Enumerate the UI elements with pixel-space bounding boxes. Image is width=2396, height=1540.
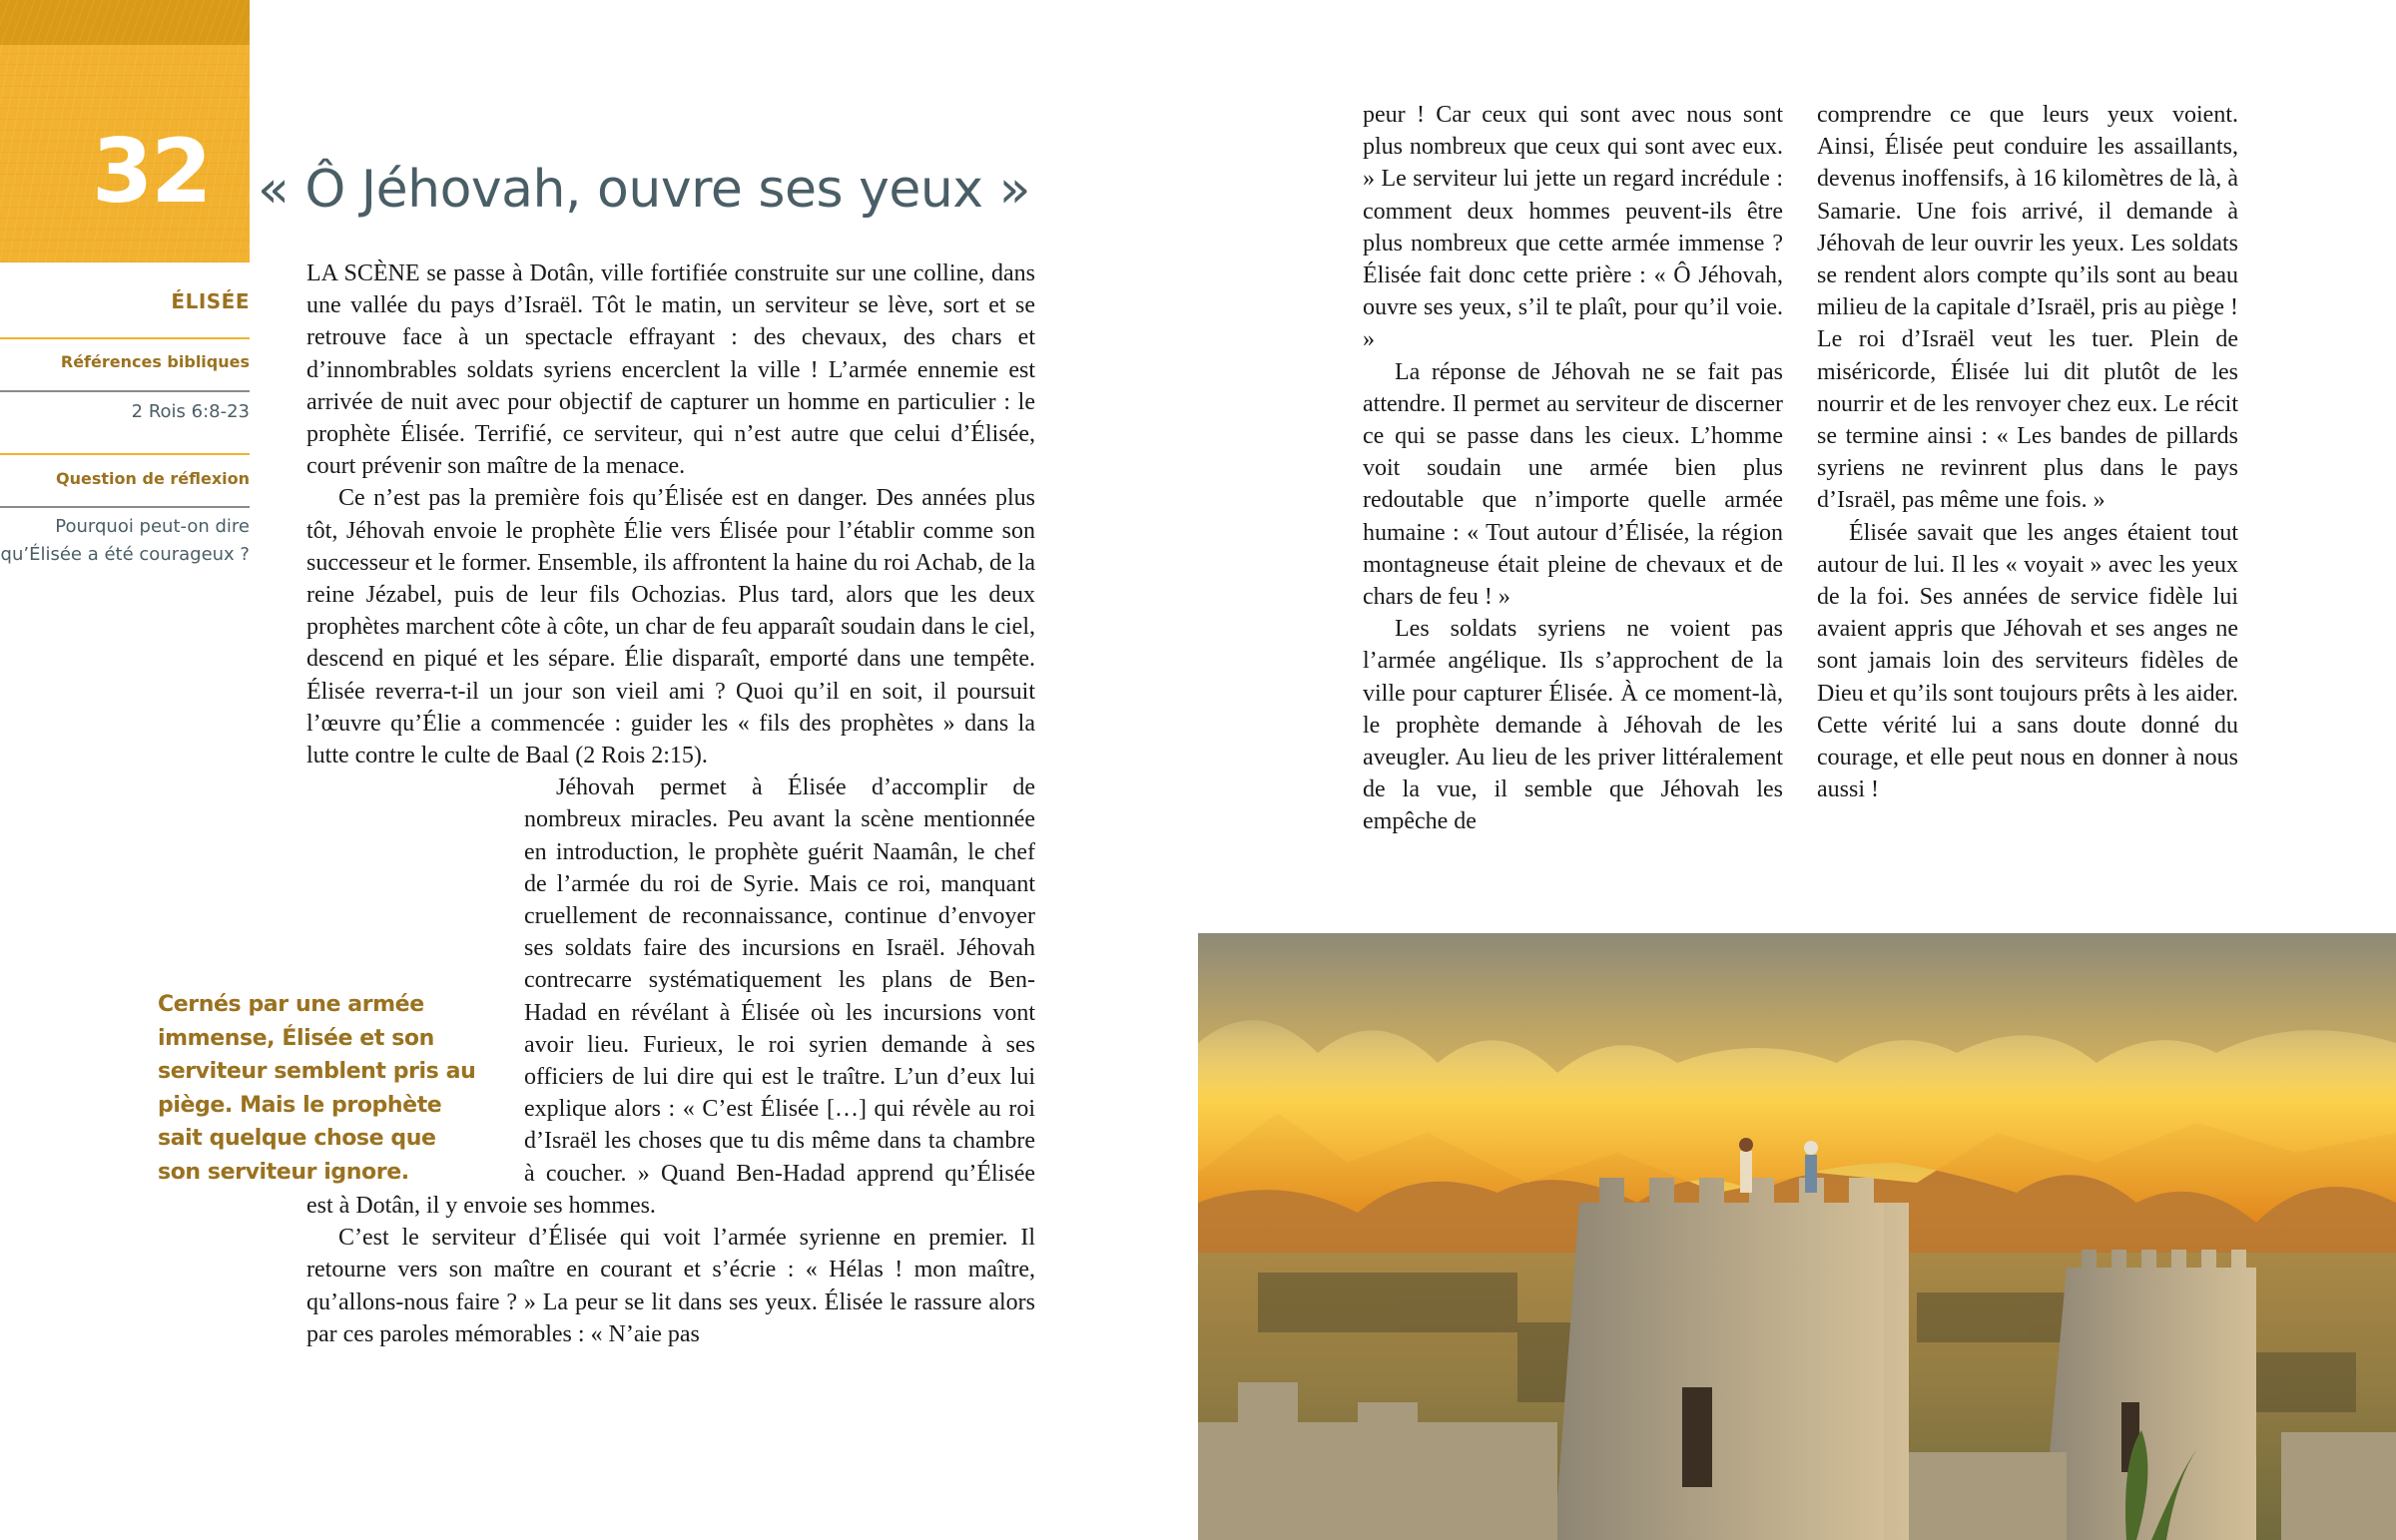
chapter-number: 32 bbox=[92, 120, 211, 223]
divider-orange bbox=[0, 453, 250, 455]
references-value[interactable]: 2 Rois 6:8-23 bbox=[131, 401, 250, 422]
main-tower bbox=[1554, 1178, 1909, 1540]
sidebar-character-name: ÉLISÉE bbox=[171, 289, 250, 313]
paragraph: C’est le serviteur d’Élisée qui voit l’armée syrienne en premier. Il retourne vers son maître en courant et s’écrie : « Hélas ! mon maître, qu’allons-nous faire ? » La peur se lit dans ses yeux. Élisée le rassure alors par ces paroles mémorables : « N’aie pas bbox=[306, 1225, 1035, 1347]
chapter-title: « Ô Jéhovah, ouvre ses yeux » bbox=[258, 160, 1030, 220]
chapter-number-block bbox=[0, 0, 250, 262]
paragraph: La réponse de Jéhovah ne se fait pas attendre. Il permet au serviteur de discerner ce qui se passe dans les cieux. L’homme voit soudain une armée bien plus redoutable que n’importe quelle armée humaine : « Tout autour d’Élisée, la région montagneuse était pleine de chevaux et de chars de feu ! » bbox=[1363, 358, 1783, 611]
divider-orange bbox=[0, 337, 250, 339]
question-label: Question de réflexion bbox=[56, 469, 250, 488]
paragraph: Élisée savait que les anges étaient tout autour de lui. Il les « voyait » avec les yeux de la foi. Ses années de service fidèle lui avaient appris que Jéhovah et ses anges ne sont jamais loin des serviteurs fidèles de Dieu et qu’ils sont toujours prêts à les aider. Cette vérité lui a sans doute donné du courage, et elle peut nous en donner à nous aussi ! bbox=[1817, 519, 2238, 803]
paragraph: comprendre ce que leurs yeux voient. Ainsi, Élisée peut conduire les assaillants, devenus inoffensifs, à 16 kilomètres de là, à Samarie. Une fois arrivé, il demande à Jéhovah de leur ouvrir les yeux. Les soldats se rendent alors compte qu’ils sont au beau milieu de la capitale d’Israël, pris au piège ! Le roi d’Israël veut les tuer. Plein de miséricorde, Élisée lui dit plutôt de les nourrir et de les renvoyer chez eux. Le récit se termine ainsi : « Les bandes de pillards syriens ne revinrent plus dans le pays d’Israël, pas même une fois. » bbox=[1817, 102, 2238, 514]
second-tower bbox=[2042, 1250, 2256, 1540]
illustration bbox=[1198, 933, 2396, 1540]
right-text-column-1 bbox=[1363, 99, 1783, 838]
paragraph: Les soldats syriens ne voient pas l’armée angélique. Ils s’approchent de la ville pour capturer Élisée. À ce moment-là, le prophète demande à Jéhovah de les aveugler. Au lieu de les priver littéralement de la vue, il semble que Jéhovah les empêche de bbox=[1363, 616, 1783, 835]
paragraph: Jéhovah permet à Élisée d’accomplir de nombreux miracles. Peu avant la scène mentionnée en introduction, le prophète guérit Naamân, le chef de l’armée du roi de Syrie. Mais ce roi, manquant cruellement de reconnaissance, continue d’envoyer ses soldats faire des incursions en Israël. Jéhovah contrecarre systématiquement les plans de Ben-Hadad en révélant à Élisée où les incursions vont avoir lieu. Furieux, le roi syrien demande à ses officiers de lui dire qui est le traître. L’un d’eux lui explique alors : « C’est Élisée […] qui révèle au roi d’Israël les choses que tu dis même dans ta chambre à coucher. » Quand Ben-Hadad apprend qu’Élisée est à Dotân, il y envoie ses hommes. bbox=[306, 774, 1035, 1219]
question-text: Pourquoi peut-on dire qu’Élisée a été courageux ? bbox=[0, 516, 250, 565]
paragraph: peur ! Car ceux qui sont avec nous sont plus nombreux que ceux qui sont avec eux. » Le serviteur lui jette un regard incrédule : comment deux hommes peuvent-ils être plus nombreux que cette armée immense ? Élisée fait donc cette prière : « Ô Jéhovah, ouvre ses yeux, s’il te plaît, pour qu’il voie. » bbox=[1363, 102, 1783, 353]
image-caption: Cernés par une armée immense, Élisée et son serviteur semblent pris au piège. Mais le prophète sait quelque chose que son serviteur ignore. bbox=[158, 992, 476, 1185]
divider-grey bbox=[0, 390, 250, 392]
paragraph: Ce n’est pas la première fois qu’Élisée est en danger. Des années plus tôt, Jéhovah envoie le prophète Élie vers Élisée pour l’établir comme son successeur et le former. Ensemble, ils affrontent la haine du roi Achab, de la reine Jézabel, puis de leur fils Ochozias. Plus tard, alors que les deux prophètes marchent côte à côte, un char de feu apparaît soudain dans le ciel, descend en piqué et les sépare. Élie disparaît, emporté dans une tempête. Élisée reverra-t-il un jour son vieil ami ? Quoi qu’il en soit, il poursuit l’œuvre qu’Élie a commencée : guider les « fils des prophètes » dans la lutte contre le culte de Baal (2 Rois 2:15). bbox=[306, 485, 1035, 770]
chapter-band bbox=[0, 0, 250, 45]
references-label: Références bibliques bbox=[60, 352, 250, 371]
divider-grey bbox=[0, 506, 250, 508]
right-text-column-2 bbox=[1817, 99, 2238, 805]
paragraph: LA SCÈNE se passe à Dotân, ville fortifiée construite sur une colline, dans une vallée du pays d’Israël. Tôt le matin, un serviteur se lève, sort et se retrouve face à un spectacle effrayant : des chevaux, des chars et d’innombrables soldats syriens encerclent la ville ! L’armée ennemie est arrivée de nuit avec pour objectif de capturer un homme en particulier : le prophète Élisée. Terrifié, ce serviteur, qui n’est autre que celui d’Élisée, court prévenir son maître de la menace. bbox=[306, 260, 1035, 480]
